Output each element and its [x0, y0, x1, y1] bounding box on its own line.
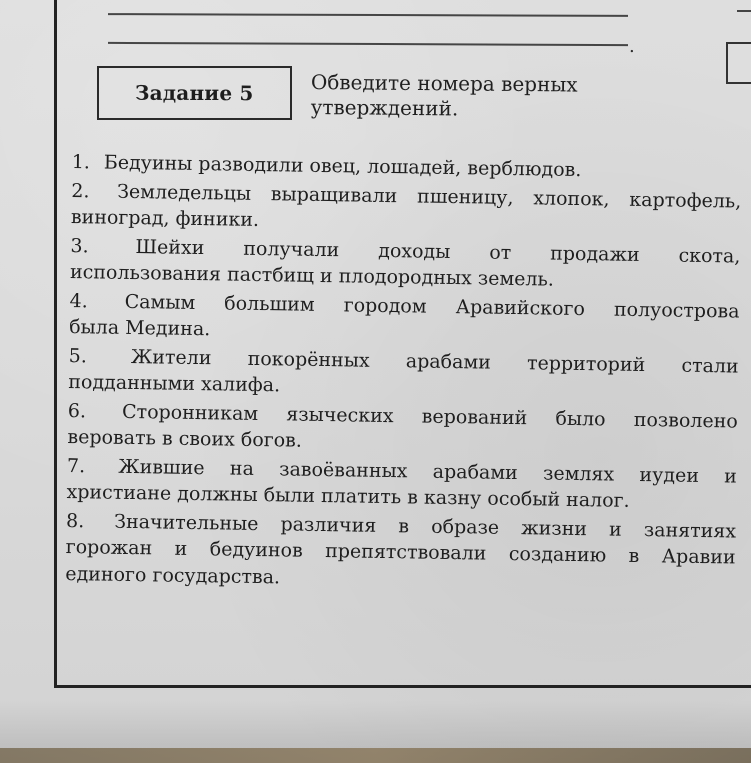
statement-7-text-1: Жившие на завоёванных арабами землях иудеи и	[118, 455, 738, 488]
task-label: Задание 5	[135, 80, 254, 106]
task-instruction	[311, 70, 611, 123]
instruction-line-1: Обведите номера верных	[310, 70, 578, 97]
statement-4-line-2: была Медина.	[69, 316, 211, 341]
statement-6-number: 6.	[67, 399, 87, 422]
statement-7-number: 7.	[66, 454, 86, 477]
task-label-box	[97, 66, 292, 120]
statements-list	[63, 149, 742, 600]
statement-1-text-1: Бедуины разводили овец, лошадей, верблюдов.	[103, 151, 582, 182]
statement-4-number: 4.	[69, 289, 88, 312]
statement-4-text-1: Самым большим городом Аравийского полуострова	[124, 290, 740, 323]
statement-7	[64, 452, 737, 516]
table-edge	[0, 748, 751, 763]
statement-3-number: 3.	[70, 234, 89, 257]
statement-2-number: 2.	[71, 179, 90, 202]
statement-5-number: 5.	[68, 344, 88, 367]
statement-5-text-1: Жители покорённых арабами территорий стали	[130, 345, 739, 378]
statement-3	[68, 232, 741, 296]
statement-3-line-2: использования пастбищ и плодородных земель.	[69, 261, 555, 291]
right-edge-box	[726, 42, 751, 84]
statement-6-line-2: веровать в своих богов.	[67, 425, 303, 452]
statement-5	[66, 342, 739, 406]
statement-8-text-1: Значительные различия в образе жизни и занятиях	[114, 510, 737, 543]
statement-8-line-3: единого государства.	[65, 562, 281, 588]
statement-8	[63, 507, 736, 597]
instruction-line-2: утверждений.	[310, 94, 459, 121]
statement-2	[69, 177, 742, 241]
statement-8-number: 8.	[65, 509, 85, 532]
statement-1-number: 1.	[71, 151, 91, 174]
statement-8-line-2: горожан и бедуинов препятствовали созданию в Аравии	[65, 535, 736, 569]
statement-6	[65, 397, 738, 461]
statement-6-text-1: Сторонникам языческих верований было позволено	[121, 400, 738, 433]
trailing-dot: .	[629, 36, 635, 57]
statement-2-line-2: виноград, финики.	[70, 206, 260, 231]
statement-7-line-2: христиане должны были платить в казну особый налог.	[66, 480, 630, 512]
statement-3-text-1: Шейхи получали доходы от продажи скота,	[135, 235, 741, 268]
statement-5-line-2: подданными халифа.	[68, 371, 281, 397]
right-edge-mark	[737, 10, 751, 12]
statement-2-text-1: Земледельцы выращивали пшеницу, хлопок, картофель,	[117, 180, 742, 213]
statement-4	[67, 287, 740, 351]
